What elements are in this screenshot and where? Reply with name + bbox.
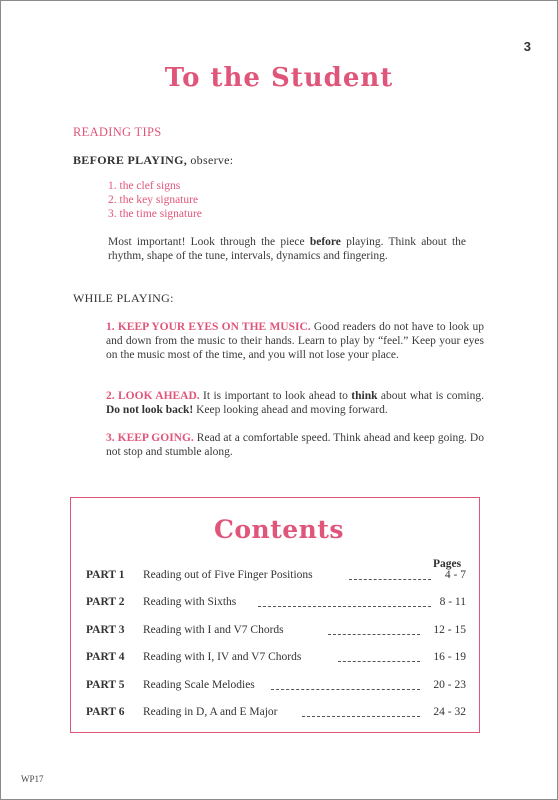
- toc-leader: [302, 716, 420, 717]
- toc-part: PART 1: [86, 569, 125, 581]
- contents-title: Contents: [213, 515, 344, 544]
- tip-2: [106, 389, 484, 417]
- toc-pages: 12 - 15: [433, 624, 466, 636]
- observe-list: [108, 179, 202, 221]
- before-playing-heading: [73, 153, 233, 168]
- toc-row: [86, 624, 466, 639]
- toc-part: PART 3: [86, 624, 125, 636]
- tip-2-bold-2: Do not look back!: [106, 404, 194, 416]
- reading-tips-label: READING TIPS: [73, 125, 162, 139]
- page-number: 3: [523, 39, 531, 54]
- tip-2-heading: 2. LOOK AHEAD.: [106, 390, 200, 402]
- toc-title: Reading in D, A and E Major: [143, 706, 278, 718]
- toc-title: Reading with I, IV and V7 Chords: [143, 651, 302, 663]
- toc-pages: 16 - 19: [433, 651, 466, 663]
- toc-row: [86, 651, 466, 666]
- footer-code: WP17: [21, 774, 44, 784]
- toc-part: PART 5: [86, 679, 125, 691]
- important-text-2: playing. Think about the rhythm, shape of the tune, intervals, dynamics and fingering.: [108, 236, 467, 262]
- important-text-1: Most important! Look through the piece: [108, 236, 310, 248]
- toc-title: Reading with Sixths: [143, 596, 237, 608]
- tip-2-text-2: about what is coming.: [377, 390, 484, 402]
- toc-title: Reading Scale Melodies: [143, 679, 255, 691]
- tip-1: [106, 320, 484, 362]
- before-playing-bold: BEFORE PLAYING,: [73, 153, 188, 167]
- tip-1-text: Good readers do not have to look up and down from the music to their hands. Learn to play by “feel.” Keep your eyes on the music most of the time, and you will not lose your place.: [106, 321, 484, 361]
- observe-item-time: 3. the time signature: [108, 208, 202, 220]
- toc-pages: 20 - 23: [433, 679, 466, 691]
- pages-column-header: Pages: [433, 558, 462, 570]
- toc-leader: [349, 579, 431, 580]
- tip-2-text-3: Keep looking ahead and moving forward.: [193, 404, 388, 416]
- tip-2-text-1: It is important to look ahead to: [199, 390, 352, 402]
- toc-row: [86, 706, 466, 721]
- toc-part: PART 2: [86, 596, 125, 608]
- tip-3: [106, 431, 484, 459]
- toc-row: [86, 569, 466, 584]
- toc-leader: [271, 689, 420, 690]
- tip-3-heading: 3. KEEP GOING.: [106, 432, 194, 444]
- toc-row: [86, 679, 466, 694]
- toc-leader: [338, 661, 420, 662]
- while-playing-heading: WHILE PLAYING:: [73, 291, 174, 305]
- toc-pages: 8 - 11: [439, 596, 466, 608]
- tip-3-text: Read at a comfortable speed. Think ahead and keep going. Do not stop and stumble along.: [106, 432, 484, 458]
- page-title: To the Student: [164, 63, 394, 93]
- toc-pages: 4 - 7: [444, 569, 466, 581]
- observe-item-clef: 1. the clef signs: [108, 180, 181, 192]
- before-playing-rest: observe:: [187, 153, 234, 167]
- toc-part: PART 4: [86, 651, 125, 663]
- observe-item-key: 2. the key signature: [108, 194, 199, 206]
- toc-title: Reading with I and V7 Chords: [143, 624, 284, 636]
- toc-leader: [328, 634, 420, 635]
- tip-1-heading: 1. KEEP YOUR EYES ON THE MUSIC.: [106, 321, 311, 333]
- important-bold: before: [309, 236, 341, 248]
- important-paragraph: [108, 235, 466, 263]
- toc-leader: [258, 606, 431, 607]
- toc-pages: 24 - 32: [433, 706, 466, 718]
- toc-part: PART 6: [86, 706, 125, 718]
- toc-row: [86, 596, 466, 611]
- toc-title: Reading out of Five Finger Positions: [143, 569, 313, 581]
- tip-2-bold-1: think: [351, 390, 378, 402]
